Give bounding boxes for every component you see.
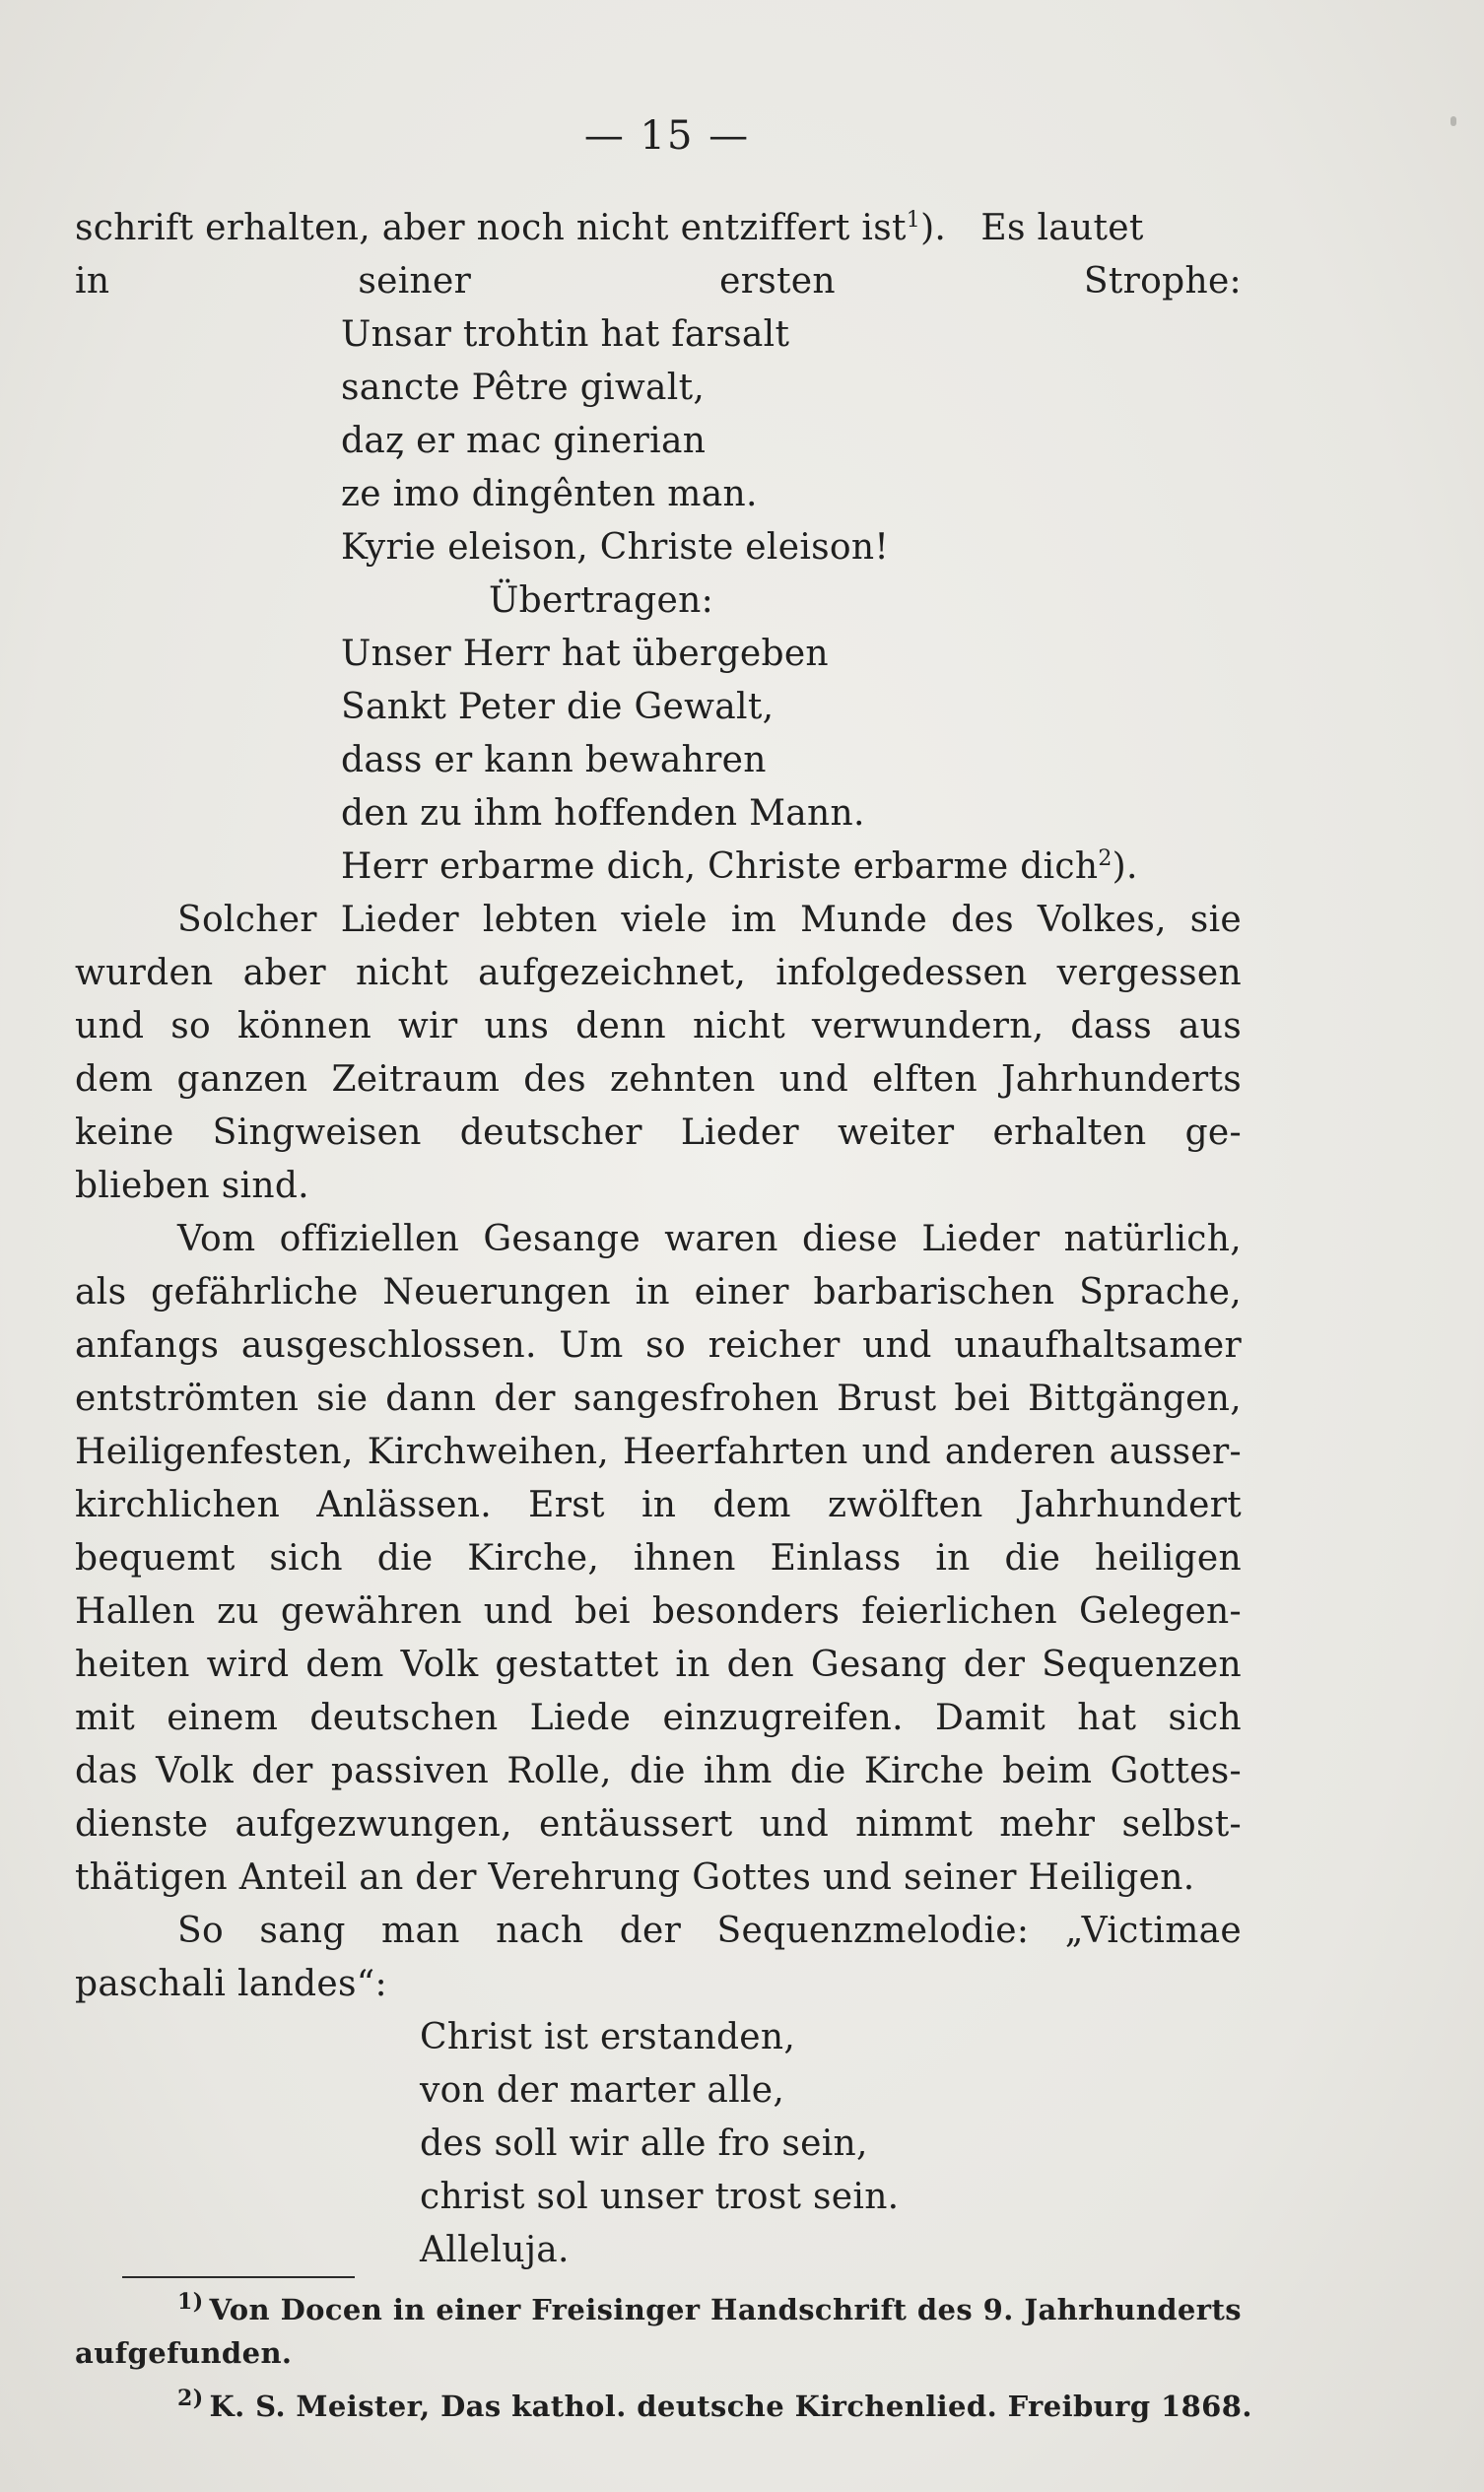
- text-line: [75, 1053, 1242, 1107]
- line-text: Solcher Lieder lebten viele im Munde des Volkes, sie: [177, 900, 1242, 940]
- line-text: Kyrie eleison, Christe eleison!: [341, 527, 890, 568]
- line-text: Christ ist erstanden,: [420, 2017, 796, 2057]
- text-line: [75, 1000, 1242, 1053]
- line-text: den zu ihm hoffenden Mann.: [341, 793, 865, 834]
- text-line: [75, 1692, 1242, 1745]
- text-line: [75, 947, 1242, 1000]
- line-text: entströmten sie dann der sangesfrohen Brust bei Bittgängen,: [75, 1379, 1242, 1419]
- text-line: [75, 1745, 1242, 1798]
- line-text: dass er kann bewahren: [341, 740, 767, 780]
- line-text: des soll wir alle fro sein,: [420, 2123, 868, 2164]
- line-text: Unsar trohtin hat farsalt: [341, 314, 790, 355]
- line-text: daȥ er mac ginerian: [341, 421, 707, 461]
- verse-line: [75, 415, 1242, 468]
- line-text: Übertragen:: [489, 580, 714, 621]
- line-text: dem ganzen Zeitraum des zehnten und elften Jahrhunderts: [75, 1059, 1242, 1100]
- footnote-2-marker: 2): [177, 2386, 204, 2412]
- line-text: keine Singweisen deutscher Lieder weiter erhalten ge-: [75, 1112, 1242, 1153]
- paper-speck: [1450, 116, 1456, 126]
- body-text: [75, 202, 1242, 2277]
- line-text: Vom offiziellen Gesange waren diese Lieder natürlich,: [177, 1219, 1242, 1259]
- line-text-tail: ). Es lautet: [920, 208, 1144, 248]
- line-text: christ sol unser trost sein.: [420, 2177, 900, 2217]
- paragraph-first-line: [75, 1905, 1242, 1958]
- text-line: [75, 1319, 1242, 1373]
- text-line: [75, 255, 1242, 308]
- verse-line: [75, 468, 1242, 521]
- line-text: Herr erbarme dich, Christe erbarme dich: [341, 846, 1099, 887]
- line-text: paschali landes“:: [75, 1964, 387, 2004]
- text-line: [75, 202, 1242, 255]
- footnote-divider: [122, 2276, 355, 2278]
- text-line: [75, 1266, 1242, 1319]
- line-text: Sankt Peter die Gewalt,: [341, 687, 775, 727]
- line-text: ze imo dingênten man.: [341, 474, 758, 514]
- line-text: mit einem deutschen Liede einzugreifen. Damit hat sich: [75, 1698, 1242, 1738]
- footnote-2-text: K. S. Meister, Das kathol. deutsche Kirchenlied. Freiburg 1868.: [209, 2390, 1252, 2423]
- text-line: [75, 1426, 1242, 1479]
- line-text: Unser Herr hat übergeben: [341, 634, 829, 674]
- paragraph-last-line: [75, 1852, 1242, 1905]
- paragraph-last-line: [75, 1958, 1242, 2011]
- line-text: heiten wird dem Volk gestattet in den Gesang der Sequenzen: [75, 1645, 1242, 1685]
- footnote-2: [75, 2385, 1252, 2428]
- line-text: blieben sind.: [75, 1166, 309, 1206]
- line-text-tail: ).: [1112, 846, 1138, 887]
- line-text: wurden aber nicht aufgezeichnet, infolgedessen vergessen: [75, 953, 1242, 993]
- verse-line: [75, 841, 1242, 894]
- page-number: — 15 —: [583, 113, 751, 159]
- text-line: [75, 1798, 1242, 1852]
- line-text: anfangs ausgeschlossen. Um so reicher und unaufhaltsamer: [75, 1325, 1242, 1366]
- footnote-reference: 2: [1098, 846, 1113, 871]
- paragraph-last-line: [75, 1160, 1242, 1213]
- verse-line: [75, 2224, 1242, 2277]
- footnote-1-marker: 1): [177, 2289, 204, 2316]
- line-text: und so können wir uns denn nicht verwundern, dass aus: [75, 1006, 1242, 1046]
- line-text: Alleluja.: [420, 2230, 570, 2270]
- verse-line: [75, 787, 1242, 841]
- text-line: [75, 1107, 1242, 1160]
- line-text: thätigen Anteil an der Verehrung Gottes und seiner Heiligen.: [75, 1857, 1195, 1898]
- verse-line: [75, 521, 1242, 574]
- line-text: dienste aufgezwungen, entäussert und nimmt mehr selbst-: [75, 1804, 1242, 1845]
- line-text: Heiligenfesten, Kirchweihen, Heerfahrten und anderen ausser-: [75, 1432, 1242, 1472]
- line-text: So sang man nach der Sequenzmelodie: „Victimae: [177, 1911, 1242, 1951]
- line-text: kirchlichen Anlässen. Erst in dem zwölften Jahrhundert: [75, 1485, 1242, 1525]
- verse-line: [75, 362, 1242, 415]
- line-text: schrift erhalten, aber noch nicht entziffert ist: [75, 208, 907, 248]
- verse-line: [75, 681, 1242, 734]
- verse-line: [75, 308, 1242, 362]
- line-text: in seiner ersten Strophe:: [75, 261, 1242, 302]
- footnote-reference: 1: [906, 208, 921, 233]
- verse-line: [75, 734, 1242, 787]
- line-text: sancte Pêtre giwalt,: [341, 368, 706, 408]
- text-line: [75, 1639, 1242, 1692]
- footnote-1: [75, 2288, 1242, 2331]
- paragraph-first-line: [75, 1213, 1242, 1266]
- footnote-1-continued: aufgefunden.: [75, 2336, 293, 2370]
- line-text: als gefährliche Neuerungen in einer barbarischen Sprache,: [75, 1272, 1242, 1313]
- footnotes: [75, 2288, 1252, 2428]
- text-line: [75, 1479, 1242, 1532]
- text-line: [75, 1585, 1242, 1639]
- verse-heading: [75, 574, 1242, 628]
- text-line: [75, 1373, 1242, 1426]
- line-text: von der marter alle,: [420, 2070, 785, 2111]
- verse-line: [75, 2171, 1242, 2224]
- footnote-1-text: Von Docen in einer Freisinger Handschrift des 9. Jahrhunderts: [209, 2293, 1242, 2326]
- line-text: das Volk der passiven Rolle, die ihm die Kirche beim Gottes-: [75, 1751, 1242, 1791]
- text-line: [75, 1532, 1242, 1585]
- line-text: bequemt sich die Kirche, ihnen Einlass in die heiligen: [75, 1538, 1242, 1579]
- verse-line: [75, 2118, 1242, 2171]
- verse-line: [75, 628, 1242, 681]
- line-text: Hallen zu gewähren und bei besonders feierlichen Gelegen-: [75, 1591, 1242, 1632]
- paragraph-first-line: [75, 894, 1242, 947]
- verse-line: [75, 2011, 1242, 2064]
- verse-line: [75, 2064, 1242, 2118]
